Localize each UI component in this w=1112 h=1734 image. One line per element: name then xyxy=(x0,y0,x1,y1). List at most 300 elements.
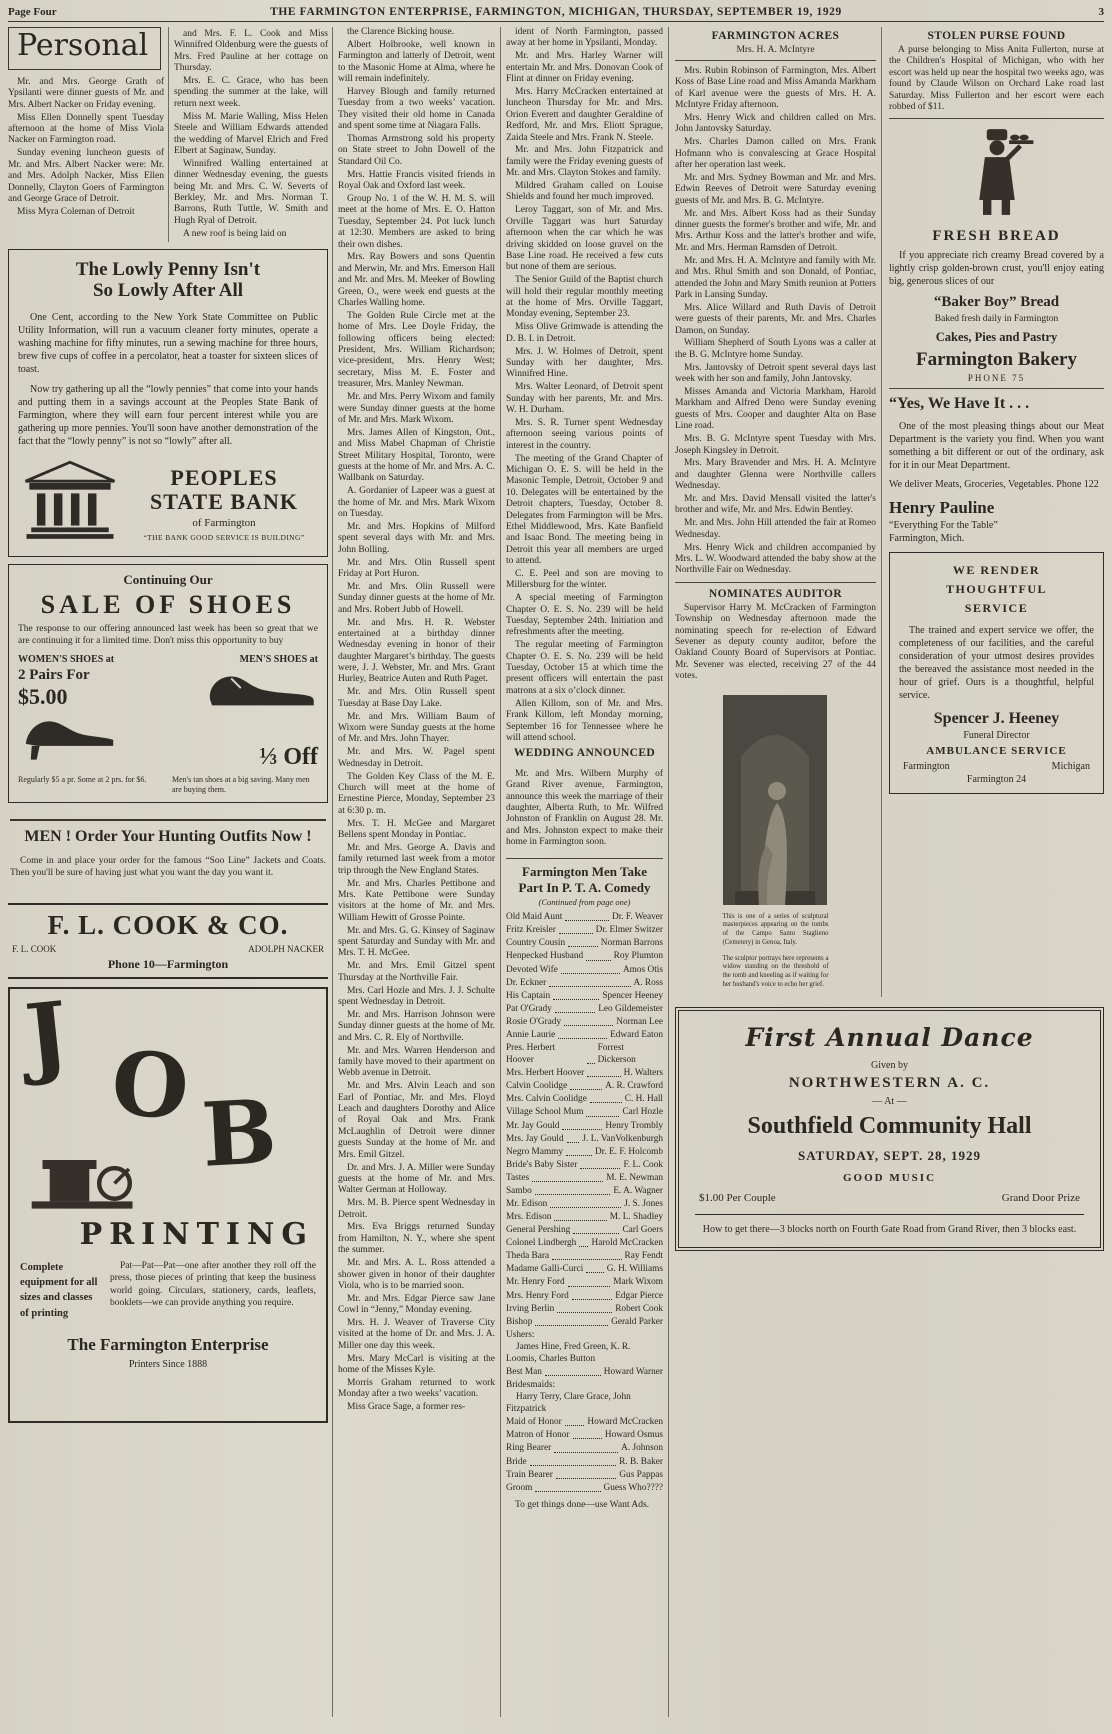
dotted-leader xyxy=(535,1194,610,1195)
news-paragraph: The Senior Guild of the Baptist church will hold their regular monthly meeting at the home of Mrs. Orville Taggart, Monday evening, September 23. xyxy=(506,275,663,320)
cast-actor: E. A. Wagner xyxy=(613,1185,663,1196)
dotted-leader xyxy=(568,1286,611,1287)
cast-role: Best Man xyxy=(506,1366,542,1377)
personal-col2-paragraphs xyxy=(168,27,328,242)
dotted-leader xyxy=(566,1155,592,1156)
cast-row xyxy=(506,1429,663,1441)
news-paragraph: Mrs. T. H. McGee and Margaret Bellens spent Monday in Pontiac. xyxy=(338,818,495,841)
news-paragraph: Mrs. Hattie Francis visited friends in Royal Oak and Oxford last week. xyxy=(338,169,495,192)
news-paragraph: Mr. and Mrs. H. R. Webster entertained at a birthday dinner Wednesday evening in honor of their daughter Margaret’s birthday. The guests were, J. J. Webster, Mr. and Mrs. Grant Hurley, Beatrice Auten and Ruth Paget. xyxy=(338,617,495,685)
nominates-auditor-body: Supervisor Harry M. McCracken of Farmington Township on Wednesday afternoon made the nominating speech for re-election of Edward Sevener as deputy county auditor, before the Oakland County Board of Supervisors at Pontiac. Mr. Sevener was elected, receiving 27 of the 44 votes. xyxy=(675,602,876,682)
pauline-location: Farmington, Mich. xyxy=(889,532,965,544)
baker-illustration xyxy=(889,125,1104,224)
nominates-auditor-heading: NOMINATES AUDITOR xyxy=(708,587,843,600)
cook-partner-right: ADOLPH NACKER xyxy=(248,943,324,954)
news-paragraph: Dr. and Mrs. J. A. Miller were Sunday guests at the home of Mr. and Mrs. Walter German at Holloway. xyxy=(338,1162,495,1196)
printing-word: PRINTING xyxy=(79,1216,314,1252)
job-letter-o: O xyxy=(108,1030,193,1140)
bank-location: of Farmington xyxy=(192,516,256,529)
shoes-ad-pretitle: Continuing Our xyxy=(123,572,213,588)
cast-actor: Edward Eaton xyxy=(610,1029,663,1040)
news-paragraph: ident of North Farmington, passed away at her home in Ypsilanti, Monday. xyxy=(506,27,663,49)
cast-actor: Dr. Elmer Switzer xyxy=(595,925,663,936)
heeney-funeral-ad xyxy=(889,552,1104,795)
cast-actor: Norman Lee xyxy=(616,1016,663,1027)
news-paragraph: The Golden Key Class of the M. E. Church will meet at the home of Ernestine Pierce, Monday, September 23 at 6:30 p. m. xyxy=(338,771,495,816)
personal-column-1 xyxy=(8,27,168,242)
cast-role: Pat O'Grady xyxy=(506,1003,552,1014)
penny-ad-footer xyxy=(18,458,318,549)
dotted-leader xyxy=(556,1478,616,1479)
cast-row xyxy=(506,1120,663,1132)
mens-shoes-label: MEN'S SHOES at xyxy=(239,653,318,665)
dotted-leader xyxy=(561,973,620,974)
cast-actor: A. Johnson xyxy=(621,1443,663,1454)
cast-row xyxy=(506,1067,663,1079)
cast-actor: Howard Osmus xyxy=(604,1430,663,1441)
bakery-items: Cakes, Pies and Pastry xyxy=(935,330,1058,345)
news-paragraph: A new roof is being laid on xyxy=(183,228,287,239)
stolen-purse-heading: STOLEN PURSE FOUND xyxy=(927,30,1066,42)
dotted-leader xyxy=(545,1375,601,1376)
news-paragraph: Winnifred Walling entertained at dinner Wednesday evening, the guests being Mr. and Mrs. C. W. Severts of Berkley, Mr. and Mrs. Norman T. Barrons, Ruth Tuttle, W. Smith and Hugh Ryal of Detroit. xyxy=(174,158,328,226)
baker-boy-bread-name: “Baker Boy” Bread xyxy=(933,294,1060,311)
dotted-leader xyxy=(565,1425,585,1426)
cast-row xyxy=(506,990,663,1002)
news-paragraph: Mr. and Mrs. Olin Russell spent Friday at Port Huron. xyxy=(338,557,495,579)
news-paragraph: Mrs. Eva Briggs returned Sunday from Hamilton, N. Y., where she spent the summer. xyxy=(338,1222,495,1256)
cast-role: Negro Mammy xyxy=(506,1146,564,1157)
dotted-leader xyxy=(573,1438,602,1439)
job-ad-body: Pat—Pat—Pat—one after another they roll off the press, those pieces of printing that keep the business world going. Circulars, stationery, cards, leaflets, booklets—we can provide anything you require. xyxy=(110,1260,316,1308)
cast-role: Mr. Henry Ford xyxy=(506,1277,565,1288)
news-paragraph: Mr. and Mrs. Albert Koss had as their Sunday dinner guests the former's brother and wife, Mr. and Mrs. Arthur Koss and the latter's brother and wife, Mr. and Mrs. Herman Ramsden of Detroit. xyxy=(675,208,876,253)
pauline-delivery-note: We deliver Meats, Groceries, Vegetables. Phone 122 xyxy=(889,479,1099,491)
cast-actor: J. L. VanVolkenburgh xyxy=(582,1133,663,1144)
job-letter-b: B xyxy=(199,1079,280,1187)
bank-name-line1: PEOPLES xyxy=(170,464,278,490)
statue-caption-2: The sculptor portrays here represents a widow standing on the threshold of the tomb and kneeling as if waiting for her husband's voice to echo her grief. xyxy=(722,954,829,989)
news-paragraph: Mr. and Mrs. Charles Pettibone and Mrs. Kate Pettibone were Sunday visitors at the home of Mr. and Mrs. William Hewitt of Grosse Pointe. xyxy=(338,878,495,923)
news-paragraph: Mr. and Mrs. A. L. Ross attended a shower given in honor of their daughter Viola, who is to be married soon. xyxy=(338,1258,495,1291)
news-paragraph: Mrs. H. J. Weaver of Traverse City visited at the home of Dr. and Mrs. J. A. Miller one day this week. xyxy=(338,1318,495,1351)
cast-row xyxy=(506,1442,663,1454)
cast-role: Mr. Jay Gould xyxy=(506,1120,560,1131)
pauline-ad-heading: “Yes, We Have It . . . xyxy=(889,395,1030,413)
cast-group-names: Harry Terry, Clare Grace, John Fitzpatrick xyxy=(506,1392,631,1415)
cast-row xyxy=(506,1237,663,1249)
news-paragraph: Mr. and Mrs. Edgar Pierce saw Jane Cowl in “Jenny,” Monday evening. xyxy=(338,1293,495,1316)
news-paragraph: Group No. 1 of the W. H. M. S. will meet at the home of Mrs. E. O. Hatton Tuesday, September 24. Pot luck lunch at 12:30. Members are asked to bring their own dishes. xyxy=(338,193,495,250)
cast-role: Calvin Coolidge xyxy=(506,1081,568,1092)
news-paragraph: Mrs. Mary Bravender and Mrs. H. A. McIntyre and daughter Glenna were Northville callers Wednesday. xyxy=(675,458,876,492)
news-paragraph: and Mrs. F. L. Cook and Miss Winnifred Oldenburg were the guests of Mrs. Fred Pauline at her cottage on Thursday. xyxy=(174,29,328,74)
news-paragraph: Mrs. Ray Bowers and sons Quentin and Merwin, Mr. and Mrs. Emerson Hall and Mr. and Mrs. M. Meeker of Bowling Green, O., were week end guests at the Charles Walling home. xyxy=(338,252,495,308)
rule xyxy=(889,118,1104,119)
cast-actor: M. E. Newman xyxy=(606,1172,663,1183)
dotted-leader xyxy=(549,986,630,987)
farmington-acres-heading: FARMINGTON ACRES xyxy=(711,30,840,42)
news-paragraph: Mrs. B. G. McIntyre spent Tuesday with Mrs. Joseph Kingsley in Detroit. xyxy=(675,434,876,456)
want-ads-promo: To get things done—use Want Ads. xyxy=(515,1499,650,1510)
news-paragraph: Mrs. J. W. Holmes of Detroit, spent Sunday with her daughter, Mrs. Winnifred Hine. xyxy=(506,346,663,380)
dotted-leader xyxy=(532,1181,603,1182)
cook-partners-row xyxy=(12,944,324,954)
pauline-ad-body: One of the most pleasing things about our Meat Department is the variety you find. When you want something a bit different or out of the ordinary, ask for it in our Meat Department. xyxy=(889,421,1104,472)
cast-actor: Spencer Heeney xyxy=(602,990,663,1001)
news-paragraph: Mrs. E. C. Grace, who has been spending the summer at the lake, will return next week. xyxy=(174,76,328,109)
cast-row xyxy=(506,950,663,962)
comedy-heading-line2: Part In P. T. A. Comedy xyxy=(518,879,651,895)
news-column-3 xyxy=(332,27,500,1717)
cast-role: Bishop xyxy=(506,1316,533,1327)
cast-actor: H. Walters xyxy=(623,1068,663,1079)
news-paragraph: Mr. and Mrs. Hopkins of Milford spent several days with Mr. and Mrs. John Bolling. xyxy=(338,521,495,555)
news-paragraph: Mrs. Rubin Robinson of Farmington, Mrs. Albert Koss of Base Line road and Miss Amanda Markham of Karl avenue were the guests of Mrs. H. A. McIntyre Friday afternoon. xyxy=(675,66,876,111)
cast-actor: Ray Fendt xyxy=(624,1251,663,1262)
cast-role: Theda Bara xyxy=(506,1251,550,1262)
cast-actor: Howard Warner xyxy=(603,1366,663,1377)
news-paragraph: Mr. and Mrs. Olin Russell spent Tuesday at Base Day Lake. xyxy=(338,687,495,709)
cast-actor: Guess Who???? xyxy=(603,1482,663,1493)
penny-ad-title xyxy=(18,259,318,303)
news-paragraph: Mrs. James Allen of Kingston, Ont., and Miss Mabel Chapman of Christie Street Military Hospital, Toronto, were guests at the home of Mr. and Mrs. A. C. Wallbank on Saturday. xyxy=(338,427,495,484)
column-3-paragraphs xyxy=(338,27,495,1414)
hunting-ad-title: MEN ! Order Your Hunting Outfits Now ! xyxy=(24,827,312,845)
cast-role: Tastes xyxy=(506,1172,530,1183)
cast-actor: Carl Goers xyxy=(622,1225,663,1236)
mens-shoes-offer xyxy=(171,654,318,771)
dotted-leader xyxy=(530,1465,616,1466)
cast-role: Bride xyxy=(506,1456,527,1467)
news-paragraph: A. Gordanier of Lapeer was a guest at the home of Mr. and Mrs. Mark Wixom on Tuesday. xyxy=(338,486,495,520)
dotted-leader xyxy=(557,1312,612,1313)
shoes-ad-title: SALE OF SHOES xyxy=(40,590,296,620)
shoes-ad-offers xyxy=(18,654,318,771)
job-printing-art xyxy=(20,981,316,1215)
bank-name-line2: STATE BANK xyxy=(150,488,298,514)
stolen-purse-body: A purse belonging to Miss Anita Fullerton, nurse at the Children's Hospital of Michigan, who with her escort was held up near the hospital two weeks ago, was found by Claude Wilson on Orchard Lake road last Saturday. Miss Fullerton and her escort were each robbed of $11. xyxy=(889,45,1104,112)
womens-shoe-illustration xyxy=(18,749,126,766)
cast-group xyxy=(506,1329,663,1365)
wedding-announced-heading: WEDDING ANNOUNCED xyxy=(513,747,656,760)
job-equipment-note: Complete equipment for all sizes and classes of printing xyxy=(20,1261,98,1319)
news-column-4 xyxy=(500,27,668,1717)
cast-row xyxy=(506,1224,663,1236)
news-paragraph: The regular meeting of Farmington Chapter O. E. S. No. 239 will be held Tuesday, October 15 at which time the present officers will entertain the past matrons at a six o’clock dinner. xyxy=(506,640,663,696)
cast-row xyxy=(506,1003,663,1015)
cast-row xyxy=(506,1029,663,1041)
masthead-rule xyxy=(8,21,1104,22)
cast-actor: Edgar Pierce xyxy=(615,1290,663,1301)
cast-actor: C. H. Hall xyxy=(624,1094,663,1105)
news-paragraph: Mrs. Henry Wick and children accompanied by Mrs. L. W. Woodward attended the baby show at the Northville Fair on Wednesday. xyxy=(675,542,876,576)
cast-actor: Mark Wixom xyxy=(613,1277,663,1288)
cast-role: General Pershing xyxy=(506,1225,571,1236)
news-paragraph: Mr. and Mrs. William Baum of Wixom were Sunday guests at the home of Mr. and Mrs. John Thayer. xyxy=(338,711,495,745)
farmington-acres-byline: Mrs. H. A. McIntyre xyxy=(736,45,815,55)
dotted-leader xyxy=(555,1012,595,1013)
cast-role: Train Bearer xyxy=(506,1469,553,1480)
rule xyxy=(506,858,663,859)
news-paragraph: Misses Amanda and Victoria Markham, Harold Markham and Alfred Deno were Sunday evening guests of Mrs. Cooper and daughter Alta on Base Line road. xyxy=(675,387,876,432)
news-paragraph: C. E. Peel and son are moving to Millersburg for the winter. xyxy=(506,568,663,591)
cast-role: Country Cousin xyxy=(506,938,566,949)
news-paragraph: Mr. and Mrs. Olin Russell were Sunday dinner guests at the home of Mr. and Mrs. Robert Jubb of Howell. xyxy=(338,581,495,615)
cast-row xyxy=(506,937,663,949)
news-paragraph: Mr. and Mrs. David Mensall visited the latter's brother and wife, Mr. and Mrs. Edwin Bentley. xyxy=(675,494,876,516)
statue-illustration xyxy=(723,892,827,909)
cast-role: Devoted Wife xyxy=(506,964,558,975)
cast-role: Mrs. Edison xyxy=(506,1212,552,1223)
dotted-leader xyxy=(554,1452,618,1453)
hunting-outfits-ad xyxy=(8,811,328,895)
enterprise-name: The Farmington Enterprise xyxy=(67,1334,269,1354)
news-paragraph: Mrs. Henry Wick and children called on Mrs. John Jantovsky Saturday. xyxy=(675,113,876,135)
cast-row xyxy=(506,1416,663,1428)
cast-row xyxy=(506,924,663,936)
cast-row xyxy=(506,977,663,989)
dotted-leader xyxy=(558,1038,607,1039)
news-paragraph: Mrs. Mary McCarl is visiting at the home of the Misses Kyle. xyxy=(338,1353,495,1376)
cast-role: Irving Berlin xyxy=(506,1303,555,1314)
cast-role: Sambo xyxy=(506,1185,532,1196)
cast-actor: Howard McCracken xyxy=(587,1417,663,1428)
cast-role: Groom xyxy=(506,1482,533,1493)
news-paragraph: A special meeting of Farmington Chapter O. E. S. No. 239 will be held Tuesday, September 24th. Initiation and refreshments after the meeting. xyxy=(506,593,663,638)
cast-role: Mrs. Henry Ford xyxy=(506,1290,569,1301)
cast-row xyxy=(506,1211,663,1223)
cast-actor: Dr. E. F. Holcomb xyxy=(595,1146,663,1157)
cast-row xyxy=(506,1456,663,1468)
cast-role: Dr. Eckner xyxy=(506,977,547,988)
news-paragraph: Thomas Armstrong sold his property on State street to John Dowell of the Standard Oil Co. xyxy=(338,134,495,167)
cast-actor: A. Ross xyxy=(633,977,663,988)
continued-note: (Continued from page one) xyxy=(538,897,631,908)
farmington-acres-paragraphs xyxy=(675,66,876,577)
cast-row xyxy=(506,1250,663,1262)
mens-shoe-illustration xyxy=(202,700,318,717)
news-paragraph: Mr. and Mrs. George Grath of Ypsilanti were dinner guests of Mr. and Mrs. Albert Nacker on Friday evening. xyxy=(8,77,164,110)
cook-partner-left: F. L. COOK xyxy=(12,943,57,954)
cast-actor: A. R. Crawford xyxy=(605,1081,663,1092)
masthead xyxy=(8,6,1104,18)
cook-store-ad xyxy=(8,903,328,979)
fresh-bread-heading: FRESH BREAD xyxy=(932,228,1061,245)
news-paragraph: Mr. and Mrs. W. Pagel spent Wednesday in Detroit. xyxy=(338,747,495,769)
hunting-ad-body: Come in and place your order for the famous “Soo Line” Jackets and Coats. Then you'll be sure of having just what you want the day you want it. xyxy=(10,855,326,878)
cast-row xyxy=(506,1366,663,1378)
news-paragraph: Miss Myra Coleman of Detroit xyxy=(17,206,135,217)
cast-group-label: Ushers: xyxy=(506,1329,535,1340)
right-region-top xyxy=(675,27,1104,997)
comedy-article-heading xyxy=(506,864,663,895)
cast-row xyxy=(506,1172,663,1184)
personal-heading: Personal xyxy=(8,27,161,70)
news-paragraph: The Golden Rule Circle met at the home of Mrs. Lee Doyle Friday, the following officers being elected: President, Mrs. William Richardson; vice-president, Mrs. Henry West; secretary, Miss M. E. Foster and treasurer, Mrs. Manley Newman. xyxy=(338,310,495,390)
shoes-ad-footnotes xyxy=(18,775,318,795)
cast-role: Madame Galli-Curci xyxy=(506,1264,584,1275)
cast-role: Colonel Lindbergh xyxy=(506,1238,577,1249)
womens-offer-line1: 2 Pairs For xyxy=(18,666,90,683)
cast-actor: Gus Pappas xyxy=(619,1469,663,1480)
right-region xyxy=(668,27,1104,1717)
womens-shoes-offer xyxy=(18,654,165,771)
cast-group xyxy=(506,1379,663,1415)
news-paragraph: Mr. and Mrs. Alvin Leach and son Earl of Pontiac, Mr. and Mrs. Floyd Leach and daughters Dorothy and Alice of Royal Oak and Mrs. Frank McLaughlin of Detroit were dinner guests Sunday at the home of Mr. and Mrs. Emil Gitzel. xyxy=(338,1081,495,1160)
penny-ad-body2: Now try gathering up all the “lowly pennies” that come into your hands and putting them in a savings account at the Peoples State Bank of Farmington, where they will earn four percent interest while you are gathering up more pennies. You'll soon have another demonstration of the fact that the “lowly penny” is not so “lowly” after all. xyxy=(18,384,318,448)
news-paragraph: Mr. and Mrs. John Hill attended the fair at Romeo Wednesday. xyxy=(675,518,876,540)
dotted-leader xyxy=(562,1129,602,1130)
cast-actor: Carl Hozle xyxy=(622,1107,663,1118)
cast-row xyxy=(506,1016,663,1028)
column-4-paragraphs xyxy=(506,27,663,744)
dotted-leader xyxy=(554,1220,606,1221)
dotted-leader xyxy=(587,1076,620,1077)
cast-actor: G. H. Williams xyxy=(606,1264,663,1275)
cast-role: His Captain xyxy=(506,990,551,1001)
dance-organization: NORTHWESTERN A. C. xyxy=(788,1074,991,1091)
dotted-leader xyxy=(580,1168,620,1169)
dotted-leader xyxy=(565,920,609,921)
news-paragraph: Mrs. Carl Hozle and Mrs. J. J. Schulte spent Wednesday in Detroit. xyxy=(338,985,495,1008)
cast-role: Bride's Baby Sister xyxy=(506,1159,578,1170)
dance-music-note: GOOD MUSIC xyxy=(842,1171,937,1184)
rule xyxy=(889,388,1104,389)
news-paragraph: Mr. and Mrs. George A. Davis and family returned last week from a motor trip through the New England States. xyxy=(338,842,495,876)
dotted-leader xyxy=(570,1089,602,1090)
news-paragraph: Mr. and Mrs. Warren Henderson and family have moved to their apartment on Webb avenue in Detroit. xyxy=(338,1045,495,1079)
dotted-leader xyxy=(587,1063,595,1064)
cast-actor: F. L. Cook xyxy=(623,1159,663,1170)
cast-role: Mr. Edison xyxy=(506,1198,548,1209)
statue-caption-1: This is one of a series of sculptural masterpieces appearing on the tombs of the Campo Santo Staglieno (Cemetery) in Genoa, Italy. xyxy=(722,912,829,947)
cast-actor: Norman Barrons xyxy=(600,938,663,949)
dotted-leader xyxy=(573,1233,619,1234)
personal-col1-paragraphs xyxy=(8,77,164,218)
dance-ad xyxy=(675,1007,1104,1251)
cast-row xyxy=(506,964,663,976)
news-paragraph: Leroy Taggart, son of Mr. and Mrs. Orville Taggart was hurt Saturday afternoon when the car which he was driving skidded on loose gravel on the Base Line road. He received a few cuts but none of them are serious. xyxy=(506,205,663,273)
cast-row xyxy=(506,1316,663,1328)
news-paragraph: Mr. and Mrs. Harrison Johnson were Sunday dinner guests at the home of Mr. and Mrs. C. R. Ely of Northville. xyxy=(338,1009,495,1043)
dance-price: $1.00 Per Couple xyxy=(699,1191,776,1204)
job-letter-j: J xyxy=(20,981,73,1089)
heeney-title: Funeral Director xyxy=(963,730,1030,742)
heeney-name: Spencer J. Heeney xyxy=(933,710,1060,728)
news-paragraph: Mrs. Harry McCracken entertained at luncheon Thursday for Mr. and Mrs. Orion Everett and daughter Geraldine of Redford, Mr. and Mrs. Eliott Sprague, Zaida Steele and Mrs. Frank N. Steele. xyxy=(506,86,663,143)
dotted-leader xyxy=(567,1142,580,1143)
news-paragraph: Mr. and Mrs. Harley Warner will entertain Mr. and Mrs. Donovan Cook of Flint at dinner on Friday evening. xyxy=(506,51,663,85)
cast-role: Mrs. Calvin Coolidge xyxy=(506,1094,587,1105)
dance-directions: How to get there—3 blocks north on Fourth Gate Road from Grand River, then 3 blocks east. xyxy=(695,1214,1084,1237)
news-paragraph: Mr. and Mrs. Perry Wixom and family were Sunday dinner guests at the home of Mr. and Mrs. Mark Wixom. xyxy=(338,392,495,425)
dance-venue: Southfield Community Hall xyxy=(747,1112,1032,1139)
cast-row xyxy=(506,1093,663,1105)
dotted-leader xyxy=(579,1246,588,1247)
news-paragraph: Miss Grace Sage, a former res- xyxy=(347,1402,466,1413)
cast-row xyxy=(506,1482,663,1494)
dance-door-prize: Grand Door Prize xyxy=(1001,1191,1080,1204)
news-paragraph: Allen Killom, son of Mr. and Mrs. Frank Killom, left Monday morning, September 16 for Tennessee where he will attend school. xyxy=(506,698,663,743)
news-paragraph: Miss M. Marie Walling, Miss Helen Steele and William Edwards attended the wedding of Marvel Elrich and Fred Elbert at Saginaw, Sunday. xyxy=(174,111,328,156)
dotted-leader xyxy=(553,999,599,1000)
cast-role: Annie Laurie xyxy=(506,1029,556,1040)
cast-row xyxy=(506,1469,663,1481)
dotted-leader xyxy=(586,1272,604,1273)
page-number: 3 xyxy=(1098,6,1104,18)
news-paragraph: Mr. and Mrs. John Fitzpatrick and family were the Friday evening guests of Mr. and Mrs. Clayton Stokes and family. xyxy=(506,145,663,179)
dotted-leader xyxy=(568,946,598,947)
cast-row xyxy=(506,1106,663,1118)
news-paragraph: Harvey Blough and family returned Tuesday from a two weeks’ vacation. They visited their old home in Canada and spent some time at Niagara Falls. xyxy=(338,86,495,132)
news-paragraph: The meeting of the Grand Chapter of Michigan O. E. S. will be held in the Masonic Temple, Detroit, October 9 and 10. Delegates will be entertained by the Detroit chapters, Tuesday, October 8. Delegates from Farmington will be Mrs. Ethel Middlewood, Mrs. Kate Banfield and Isaac Bond. The meeting being in Detroit this year all members are urged to attend. xyxy=(506,453,663,567)
cast-row xyxy=(506,1042,663,1066)
cast-role: Mrs. Herbert Hoover xyxy=(506,1068,585,1079)
cast-actor: Henry Trombly xyxy=(605,1120,663,1131)
bakery-name: Farmington Bakery xyxy=(916,349,1077,371)
cast-actor: Dr. F. Weaver xyxy=(611,912,663,923)
cast-row xyxy=(506,1133,663,1145)
cast-role: Henpecked Husband xyxy=(506,951,584,962)
cook-store-name: F. L. COOK & CO. xyxy=(47,909,289,940)
news-paragraph: Mrs. S. R. Turner spent Wednesday afternoon seeing various points of interest in the country. xyxy=(506,417,663,451)
peoples-bank-ad xyxy=(8,249,328,558)
mens-footnote: Men's tan shoes at a big saving. Many men are buying them. xyxy=(172,774,310,794)
cast-row xyxy=(506,1303,663,1315)
cast-role: Mrs. Jay Gould xyxy=(506,1133,564,1144)
news-paragraph: Mrs. M. B. Pierce spent Wednesday in Detroit. xyxy=(338,1198,495,1220)
dance-ad-title: First Annual Dance xyxy=(745,1022,1034,1052)
mens-offer-discount: ⅓ Off xyxy=(259,743,318,770)
dotted-leader xyxy=(572,1299,612,1300)
page-label: Page Four xyxy=(8,6,57,18)
masthead-title: THE FARMINGTON ENTERPRISE, FARMINGTON, MICHIGAN, THURSDAY, SEPTEMBER 19, 1929 xyxy=(270,6,842,18)
comedy-cast-list xyxy=(506,911,663,1494)
cast-role: Maid of Honor xyxy=(506,1417,562,1428)
cast-actor: Roy Plumton xyxy=(613,951,663,962)
cast-row xyxy=(506,1263,663,1275)
job-ad-copy xyxy=(20,1260,316,1321)
dotted-leader xyxy=(552,1259,621,1260)
cast-row xyxy=(506,1159,663,1171)
heeney-location-left: Farmington xyxy=(903,761,950,773)
womens-shoes-label: WOMEN'S SHOES at xyxy=(18,653,115,665)
cast-role: Matron of Honor xyxy=(506,1430,570,1441)
wedding-announced-body: Mr. and Mrs. Wilbern Murphy of Grand River avenue, Farmington, announce this week the marriage of their daughter, Alberta Ruth, to Mr. Wilfred Johnston of Franklin on August 28. Mr. and Mrs. Johnston expect to make their home in Farmington soon. xyxy=(506,768,663,848)
news-paragraph: Mr. and Mrs. Sydney Bowman and Mr. and Mrs. Edwin Reeves of Detroit were Saturday evening guests of Mr. and Mrs. B. G. McIntyre. xyxy=(675,173,876,206)
dance-date: SATURDAY, SEPT. 28, 1929 xyxy=(798,1147,981,1163)
news-paragraph: Sunday evening luncheon guests of Mr. and Mrs. Albert Nacker were: Mr. and Mrs. Adolph Nacker, Miss Ellen Donnelly, Clayton Goers of Farmington and George Grace of Detroit. xyxy=(8,148,164,204)
shoe-sale-ad xyxy=(8,564,328,803)
cast-row xyxy=(506,1185,663,1197)
comedy-heading-line1: Farmington Men Take xyxy=(522,864,647,880)
cast-group-names: James Hine, Fred Green, K. R. Loomis, Charles Button xyxy=(506,1341,631,1364)
left-region xyxy=(8,27,332,1717)
dance-price-row xyxy=(699,1192,1080,1204)
news-paragraph: Miss Olive Grimwade is attending the D. B. I. in Detroit. xyxy=(506,322,663,344)
heeney-ambulance-service: AMBULANCE SERVICE xyxy=(926,745,1067,758)
dotted-leader xyxy=(586,1116,619,1117)
cast-row xyxy=(506,1146,663,1158)
cast-role: Pres. Herbert Hoover xyxy=(506,1043,556,1066)
cast-actor: R. B. Baker xyxy=(619,1456,663,1467)
cast-role: Ring Bearer xyxy=(506,1443,552,1454)
cast-group-label: Bridesmaids: xyxy=(506,1380,556,1391)
news-column-6 xyxy=(881,27,1104,997)
penny-ad-title-line2: So Lowly After All xyxy=(92,280,244,302)
pauline-store-name: Henry Pauline xyxy=(889,497,995,517)
